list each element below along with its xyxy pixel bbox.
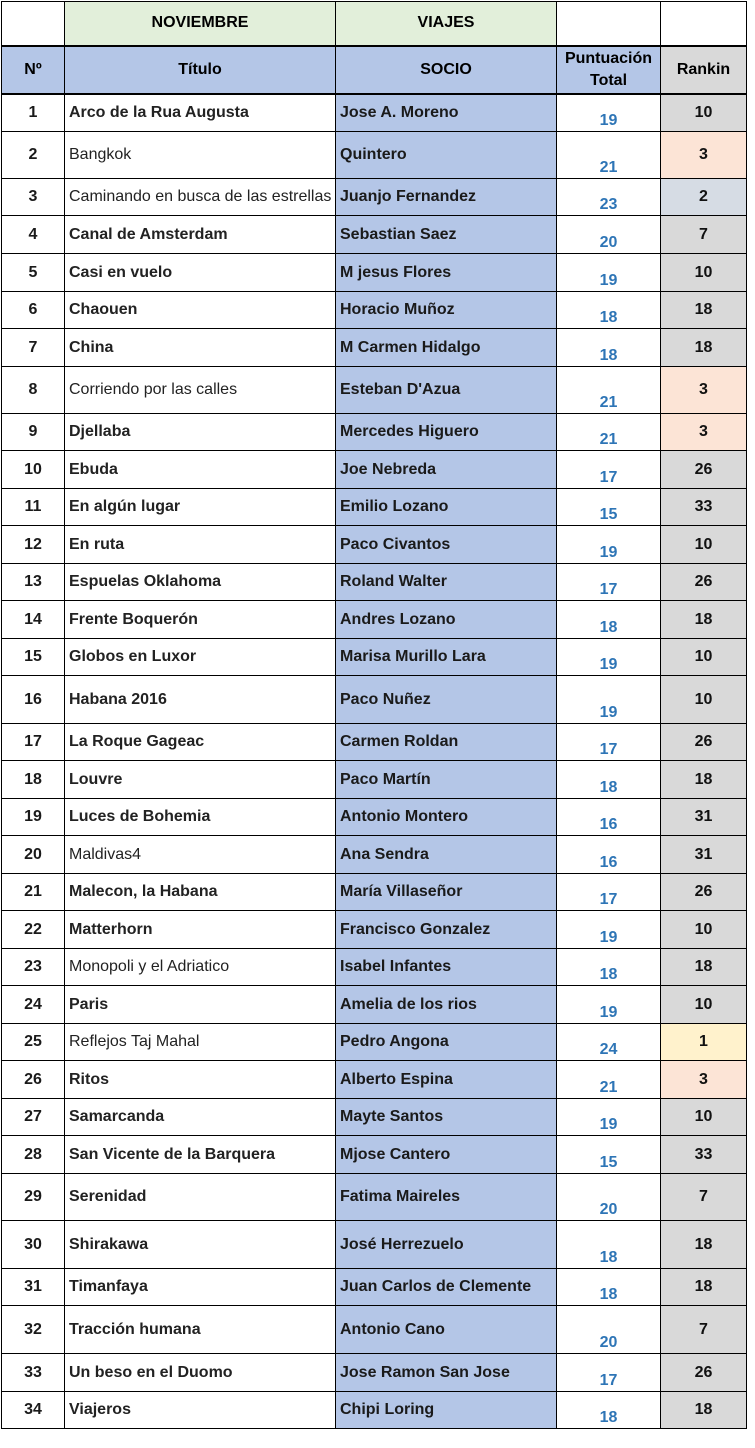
row-score: 18: [557, 1392, 661, 1429]
table-row: [2, 874, 747, 911]
row-rank: 18: [661, 761, 747, 799]
row-rank: 18: [661, 949, 747, 986]
row-title: Bangkok: [65, 132, 336, 179]
table-row: [2, 367, 747, 414]
row-number: 31: [2, 1269, 65, 1306]
row-title: Shirakawa: [65, 1221, 336, 1269]
row-socio: Emilio Lozano: [336, 489, 557, 526]
row-number: 18: [2, 761, 65, 799]
row-title: Reflejos Taj Mahal: [65, 1024, 336, 1061]
row-socio: Marisa Murillo Lara: [336, 639, 557, 676]
row-number: 21: [2, 874, 65, 911]
row-rank: 18: [661, 1221, 747, 1269]
row-rank: 10: [661, 986, 747, 1024]
header-score-line2: Total: [589, 71, 628, 89]
table-row: [2, 949, 747, 986]
row-score: 19: [557, 676, 661, 724]
row-number: 15: [2, 639, 65, 676]
row-number: 13: [2, 564, 65, 601]
header-rank: Rankin: [661, 46, 747, 94]
row-title: China: [65, 329, 336, 367]
row-socio: Andres Lozano: [336, 601, 557, 639]
row-score: 19: [557, 639, 661, 676]
row-socio: Sebastian Saez: [336, 216, 557, 254]
row-rank: 3: [661, 132, 747, 179]
row-score: 19: [557, 911, 661, 949]
row-score: 20: [557, 1306, 661, 1354]
row-score: 21: [557, 367, 661, 414]
table-row: [2, 724, 747, 761]
header-num: Nº: [2, 46, 65, 94]
category-label: VIAJES: [336, 2, 557, 46]
row-number: 24: [2, 986, 65, 1024]
row-score: 20: [557, 1174, 661, 1221]
row-title: Ritos: [65, 1061, 336, 1099]
row-socio: Alberto Espina: [336, 1061, 557, 1099]
row-socio: Antonio Montero: [336, 799, 557, 836]
row-socio: Fatima Maireles: [336, 1174, 557, 1221]
row-rank: 7: [661, 1174, 747, 1221]
row-title: Matterhorn: [65, 911, 336, 949]
row-socio: Chipi Loring: [336, 1392, 557, 1429]
row-score: 15: [557, 1136, 661, 1174]
row-number: 16: [2, 676, 65, 724]
row-score: 19: [557, 986, 661, 1024]
row-socio: Carmen Roldan: [336, 724, 557, 761]
row-score: 20: [557, 216, 661, 254]
row-socio: Quintero: [336, 132, 557, 179]
row-socio: Esteban D'Azua: [336, 367, 557, 414]
table-row: [2, 836, 747, 874]
row-socio: Francisco Gonzalez: [336, 911, 557, 949]
row-title: Monopoli y el Adriatico: [65, 949, 336, 986]
row-socio: Juan Carlos de Clemente: [336, 1269, 557, 1306]
row-socio: Antonio Cano: [336, 1306, 557, 1354]
row-number: 30: [2, 1221, 65, 1269]
row-rank: 10: [661, 911, 747, 949]
row-score: 18: [557, 1221, 661, 1269]
row-socio: Mayte Santos: [336, 1099, 557, 1136]
row-title: Djellaba: [65, 414, 336, 451]
row-number: 25: [2, 1024, 65, 1061]
row-score: 18: [557, 949, 661, 986]
row-socio: M jesus Flores: [336, 254, 557, 292]
row-score: 18: [557, 601, 661, 639]
top-header-row: [2, 2, 747, 46]
table-row: [2, 94, 747, 132]
row-score: 21: [557, 414, 661, 451]
table-row: [2, 1024, 747, 1061]
row-title: Frente Boquerón: [65, 601, 336, 639]
row-title: En algún lugar: [65, 489, 336, 526]
table-row: [2, 911, 747, 949]
row-score: 21: [557, 1061, 661, 1099]
row-rank: 31: [661, 836, 747, 874]
row-rank: 10: [661, 639, 747, 676]
month-label: NOVIEMBRE: [65, 2, 336, 46]
row-number: 29: [2, 1174, 65, 1221]
row-title: Ebuda: [65, 451, 336, 489]
row-number: 8: [2, 367, 65, 414]
row-score: 17: [557, 874, 661, 911]
row-socio: Pedro Angona: [336, 1024, 557, 1061]
table-row: [2, 986, 747, 1024]
row-rank: 26: [661, 564, 747, 601]
row-number: 12: [2, 526, 65, 564]
table-row: [2, 132, 747, 179]
table-row: [2, 1306, 747, 1354]
table-row: [2, 1174, 747, 1221]
row-score: 24: [557, 1024, 661, 1061]
table-row: [2, 1354, 747, 1392]
row-number: 17: [2, 724, 65, 761]
row-number: 26: [2, 1061, 65, 1099]
row-rank: 2: [661, 179, 747, 216]
row-number: 7: [2, 329, 65, 367]
table-row: [2, 799, 747, 836]
row-rank: 10: [661, 1099, 747, 1136]
row-number: 3: [2, 179, 65, 216]
table-row: [2, 564, 747, 601]
row-number: 27: [2, 1099, 65, 1136]
row-rank: 33: [661, 489, 747, 526]
row-score: 16: [557, 799, 661, 836]
row-score: 15: [557, 489, 661, 526]
row-number: 9: [2, 414, 65, 451]
table-row: [2, 489, 747, 526]
row-score: 17: [557, 1354, 661, 1392]
row-score: 19: [557, 526, 661, 564]
blank-cell: [661, 2, 747, 46]
row-rank: 10: [661, 254, 747, 292]
row-title: Tracción humana: [65, 1306, 336, 1354]
row-title: Espuelas Oklahoma: [65, 564, 336, 601]
row-socio: María Villaseñor: [336, 874, 557, 911]
ranking-table: [1, 1, 747, 1429]
row-number: 23: [2, 949, 65, 986]
table-row: [2, 1392, 747, 1429]
row-socio: Juanjo Fernandez: [336, 179, 557, 216]
row-socio: Horacio Muñoz: [336, 292, 557, 329]
row-title: San Vicente de la Barquera: [65, 1136, 336, 1174]
row-rank: 1: [661, 1024, 747, 1061]
table-row: [2, 601, 747, 639]
row-rank: 33: [661, 1136, 747, 1174]
row-socio: Amelia de los rios: [336, 986, 557, 1024]
row-title: Chaouen: [65, 292, 336, 329]
row-title: Timanfaya: [65, 1269, 336, 1306]
row-title: Luces de Bohemia: [65, 799, 336, 836]
row-number: 1: [2, 94, 65, 132]
row-socio: Paco Civantos: [336, 526, 557, 564]
row-title: Casi en vuelo: [65, 254, 336, 292]
blank-cell: [557, 2, 661, 46]
row-rank: 26: [661, 724, 747, 761]
row-score: 19: [557, 254, 661, 292]
row-socio: Paco Martín: [336, 761, 557, 799]
row-socio: Paco Nuñez: [336, 676, 557, 724]
row-number: 5: [2, 254, 65, 292]
row-rank: 26: [661, 451, 747, 489]
row-number: 6: [2, 292, 65, 329]
row-number: 14: [2, 601, 65, 639]
row-rank: 26: [661, 874, 747, 911]
row-number: 33: [2, 1354, 65, 1392]
row-socio: Isabel Infantes: [336, 949, 557, 986]
row-score: 18: [557, 761, 661, 799]
row-rank: 3: [661, 1061, 747, 1099]
row-title: Samarcanda: [65, 1099, 336, 1136]
row-rank: 10: [661, 94, 747, 132]
table-row: [2, 292, 747, 329]
row-score: 23: [557, 179, 661, 216]
row-socio: Mercedes Higuero: [336, 414, 557, 451]
row-title: Caminando en busca de las estrellas: [65, 179, 336, 216]
row-socio: Joe Nebreda: [336, 451, 557, 489]
row-number: 32: [2, 1306, 65, 1354]
row-title: Canal de Amsterdam: [65, 216, 336, 254]
row-rank: 3: [661, 414, 747, 451]
row-number: 2: [2, 132, 65, 179]
table-row: [2, 1269, 747, 1306]
row-number: 11: [2, 489, 65, 526]
row-socio: Ana Sendra: [336, 836, 557, 874]
row-title: Corriendo por las calles: [65, 367, 336, 414]
row-title: Arco de la Rua Augusta: [65, 94, 336, 132]
row-socio: M Carmen Hidalgo: [336, 329, 557, 367]
row-score: 19: [557, 94, 661, 132]
table-row: [2, 761, 747, 799]
row-score: 18: [557, 1269, 661, 1306]
row-rank: 18: [661, 292, 747, 329]
table-row: [2, 1136, 747, 1174]
row-score: 19: [557, 1099, 661, 1136]
header-score: [557, 46, 661, 94]
row-rank: 26: [661, 1354, 747, 1392]
row-title: Serenidad: [65, 1174, 336, 1221]
row-socio: Jose A. Moreno: [336, 94, 557, 132]
row-rank: 31: [661, 799, 747, 836]
row-number: 20: [2, 836, 65, 874]
row-score: 16: [557, 836, 661, 874]
row-score: 18: [557, 292, 661, 329]
table-row: [2, 179, 747, 216]
table-row: [2, 414, 747, 451]
row-title: Un beso en el Duomo: [65, 1354, 336, 1392]
row-number: 22: [2, 911, 65, 949]
row-title: Paris: [65, 986, 336, 1024]
column-header-row: [2, 46, 747, 94]
row-title: Maldivas4: [65, 836, 336, 874]
row-number: 28: [2, 1136, 65, 1174]
row-socio: José Herrezuelo: [336, 1221, 557, 1269]
table-row: [2, 451, 747, 489]
table-row: [2, 1099, 747, 1136]
row-score: 17: [557, 724, 661, 761]
row-rank: 10: [661, 526, 747, 564]
header-title: Título: [65, 46, 336, 94]
table-row: [2, 329, 747, 367]
header-socio: SOCIO: [336, 46, 557, 94]
header-score-line1: Puntuación: [564, 49, 653, 67]
table-row: [2, 1221, 747, 1269]
row-title: En ruta: [65, 526, 336, 564]
row-rank: 10: [661, 676, 747, 724]
row-title: Habana 2016: [65, 676, 336, 724]
row-title: Viajeros: [65, 1392, 336, 1429]
row-number: 10: [2, 451, 65, 489]
table-row: [2, 216, 747, 254]
row-rank: 3: [661, 367, 747, 414]
row-rank: 18: [661, 1269, 747, 1306]
row-rank: 18: [661, 601, 747, 639]
row-number: 19: [2, 799, 65, 836]
row-socio: Roland Walter: [336, 564, 557, 601]
row-rank: 18: [661, 329, 747, 367]
row-score: 21: [557, 132, 661, 179]
row-score: 17: [557, 564, 661, 601]
row-title: Malecon, la Habana: [65, 874, 336, 911]
row-socio: Jose Ramon San Jose: [336, 1354, 557, 1392]
blank-cell: [2, 2, 65, 46]
table-row: [2, 254, 747, 292]
row-score: 17: [557, 451, 661, 489]
row-rank: 7: [661, 216, 747, 254]
row-number: 4: [2, 216, 65, 254]
row-rank: 18: [661, 1392, 747, 1429]
table-row: [2, 526, 747, 564]
row-socio: Mjose Cantero: [336, 1136, 557, 1174]
table-row: [2, 676, 747, 724]
row-rank: 7: [661, 1306, 747, 1354]
table-row: [2, 1061, 747, 1099]
table-row: [2, 639, 747, 676]
row-score: 18: [557, 329, 661, 367]
row-title: La Roque Gageac: [65, 724, 336, 761]
row-title: Globos en Luxor: [65, 639, 336, 676]
row-title: Louvre: [65, 761, 336, 799]
row-number: 34: [2, 1392, 65, 1429]
